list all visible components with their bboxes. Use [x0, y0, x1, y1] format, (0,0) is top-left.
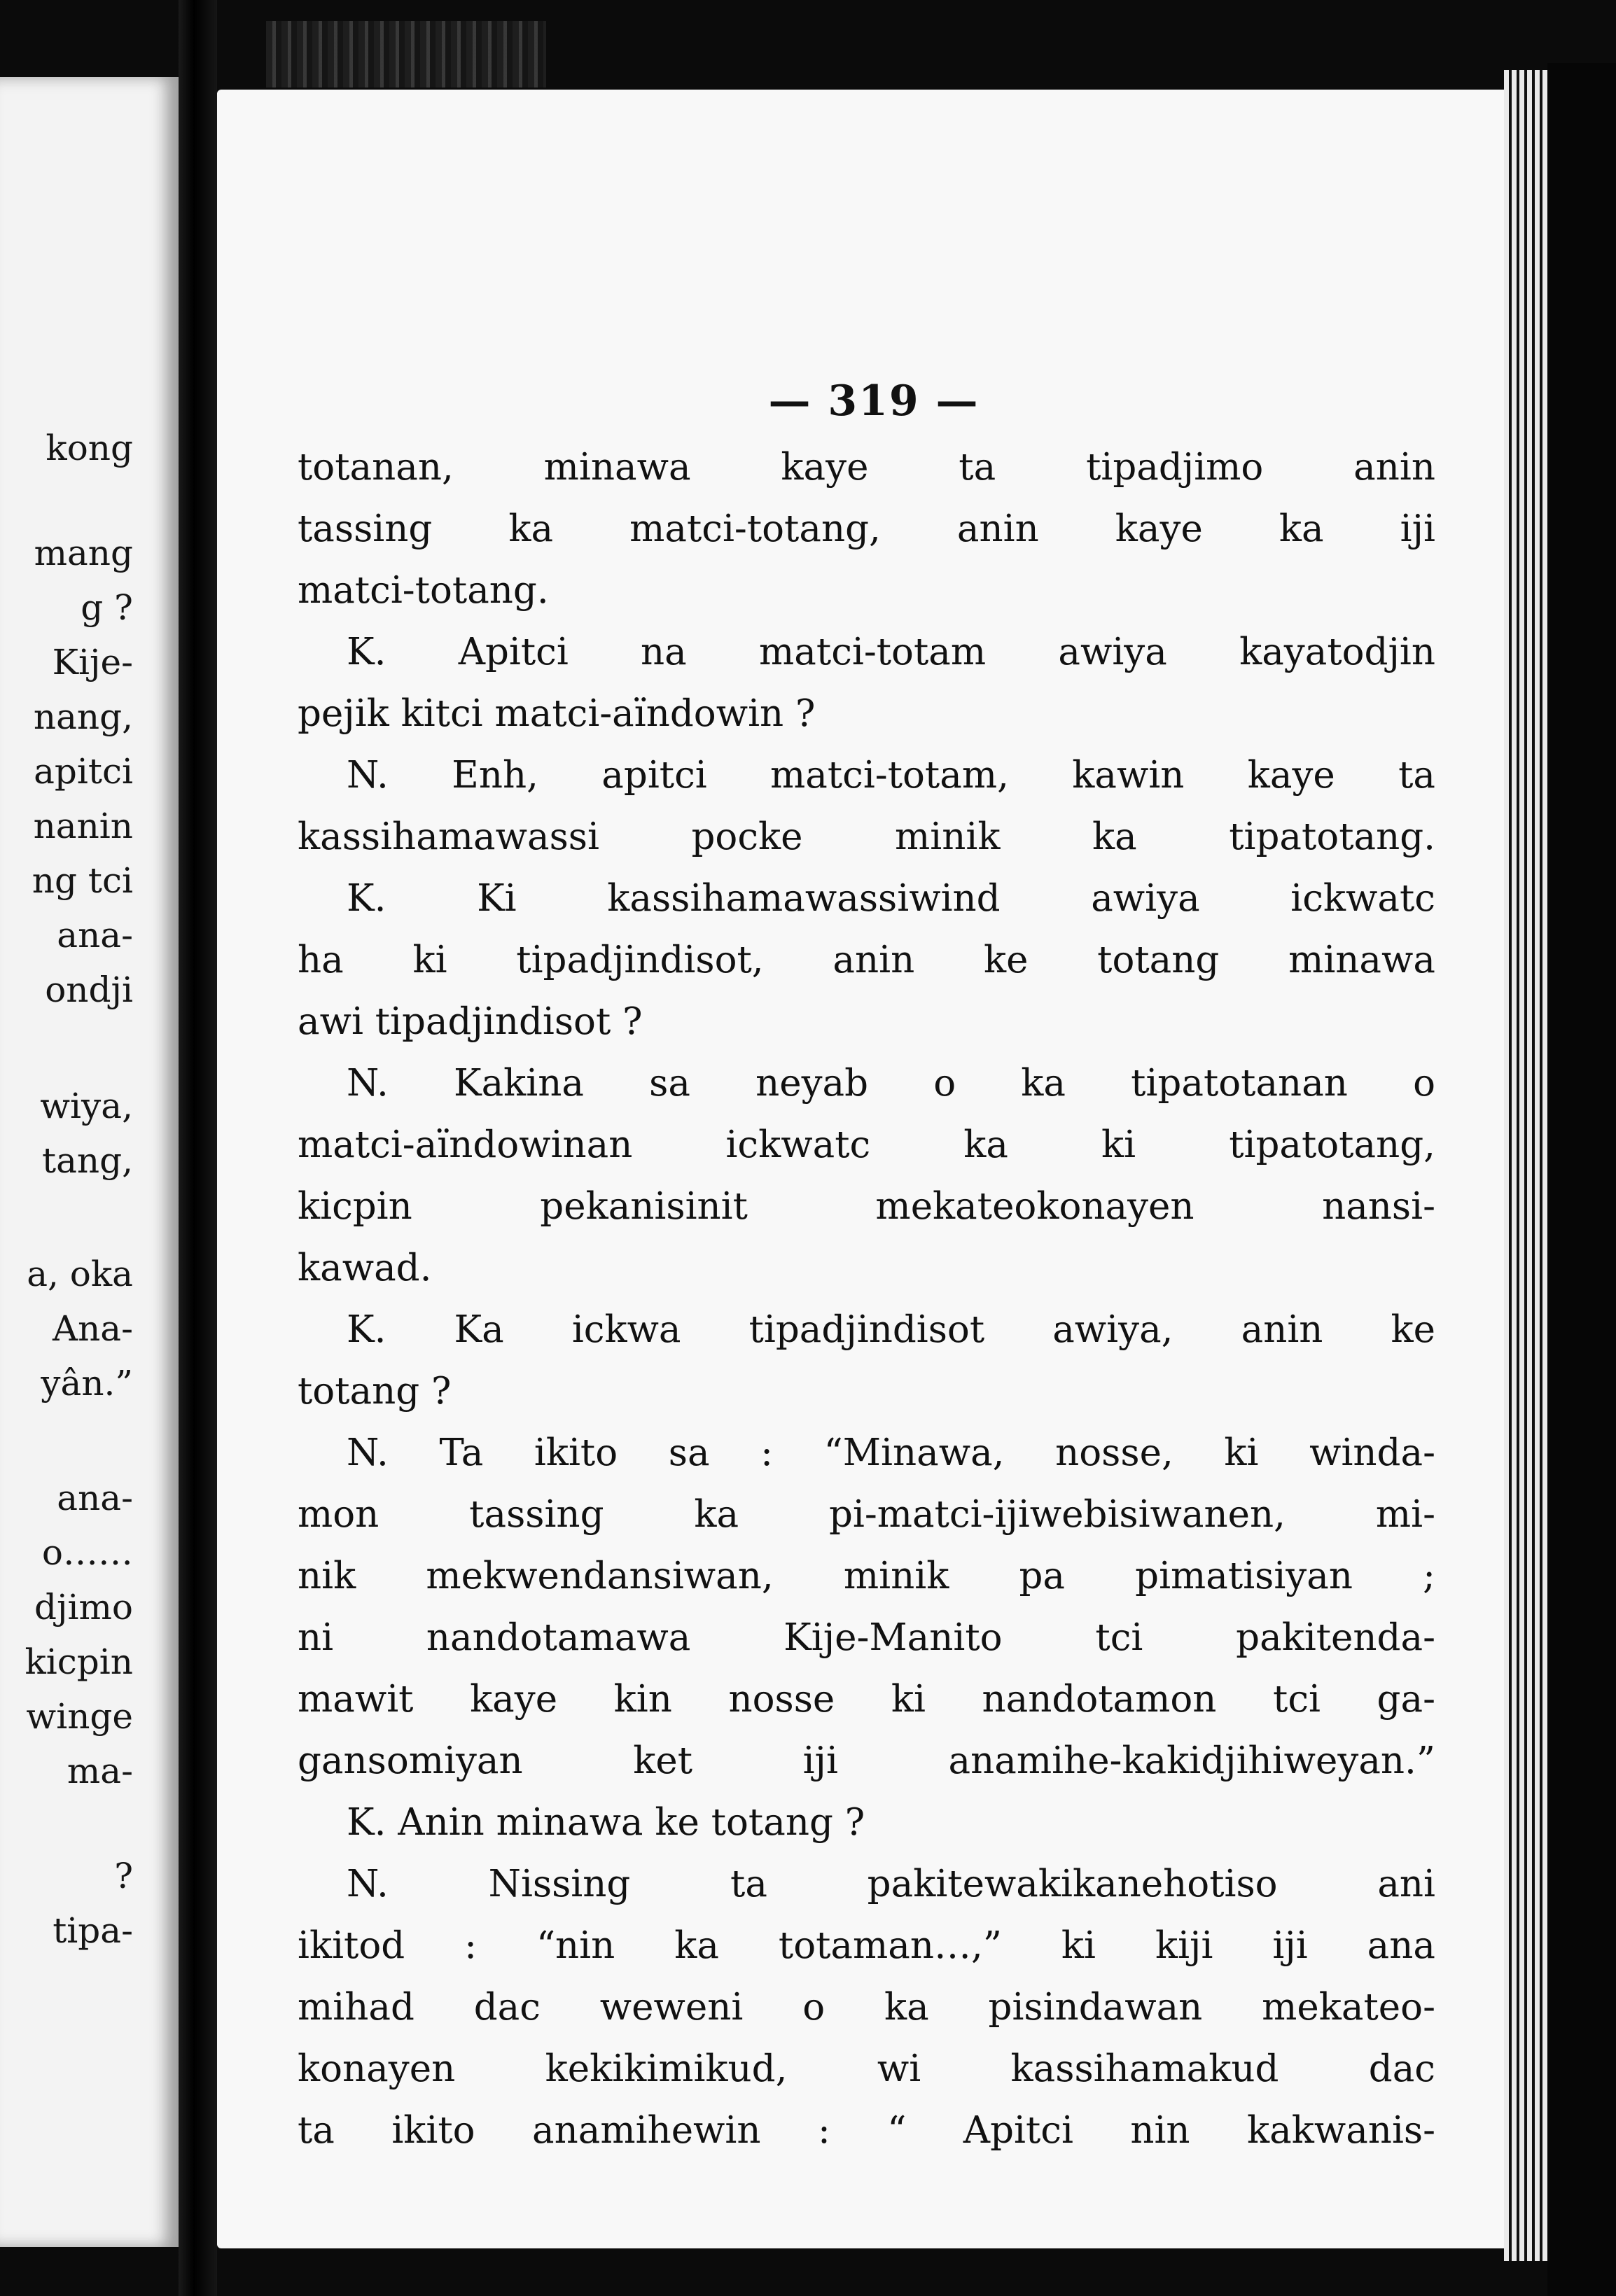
left-fragment: ondji [45, 969, 133, 1010]
left-fragment: ana- [57, 915, 133, 955]
right-page [217, 90, 1510, 2248]
left-fragment: tipa- [53, 1910, 133, 1951]
library-label-strip [266, 21, 546, 88]
text-line: ni nandotamawa Kije-Manito tci pakitenda- [298, 1616, 1435, 1659]
text-line: nik mekwendansiwan, minik pa pimatisiyan ; [298, 1555, 1435, 1597]
left-fragment: Ana- [52, 1308, 133, 1349]
text-line: konayen kekikimikud, wi kassihamakud dac [298, 2047, 1435, 2090]
left-fragment: a, oka [27, 1254, 133, 1294]
left-fragment: kicpin [25, 1642, 133, 1682]
page-body-text [217, 440, 1510, 2232]
left-fragment: g ? [81, 587, 133, 628]
left-fragment: apitci [34, 751, 133, 792]
left-fragment: winge [26, 1696, 133, 1737]
text-line: kassihamawassi pocke minik ka tipatotang. [298, 816, 1435, 858]
left-fragment: mang [34, 533, 133, 573]
left-fragment: tang, [41, 1140, 133, 1181]
text-line: pejik kitci matci-aïndowin ? [298, 692, 816, 735]
text-line: totanan, minawa kaye ta tipadjimo anin [298, 446, 1435, 489]
text-line: ikitod : “nin ka totaman…,” ki kiji iji ana [298, 1924, 1435, 1967]
text-line: mawit kaye kin nosse ki nandotamon tci ga- [298, 1678, 1435, 1721]
text-line: K. Ki kassihamawassiwind awiya ickwatc [347, 877, 1435, 920]
text-line: totang ? [298, 1370, 452, 1413]
page-stack-edges [1504, 70, 1547, 2261]
text-line: awi tipadjindisot ? [298, 1000, 643, 1043]
left-fragment: o…… [41, 1532, 133, 1573]
text-line: mon tassing ka pi-matci-ijiwebisiwanen, mi- [298, 1493, 1435, 1536]
text-line: N. Kakina sa neyab o ka tipatotanan o [347, 1062, 1435, 1105]
text-line: N. Enh, apitci matci-totam, kawin kaye ta [347, 754, 1435, 797]
left-fragment: ma- [67, 1751, 133, 1791]
left-fragment: nanin [33, 806, 133, 846]
text-line: gansomiyan ket iji anamihe-kakidjihiweyan.” [298, 1740, 1435, 1782]
left-fragment: yân.” [41, 1363, 133, 1404]
left-fragment: ana- [57, 1478, 133, 1518]
left-fragment: wiya, [40, 1086, 133, 1126]
scan-border [1547, 63, 1616, 2296]
left-page-fragment [0, 77, 179, 2247]
left-fragment: ? [114, 1856, 133, 1896]
text-line: ha ki tipadjindisot, anin ke totang minawa [298, 939, 1435, 981]
text-line: N. Ta ikito sa : “Minawa, nosse, ki winda- [347, 1432, 1435, 1474]
text-line: ta ikito anamihewin : “ Apitci nin kakwanis- [298, 2109, 1435, 2152]
text-line: K. Apitci na matci-totam awiya kayatodjin [347, 631, 1435, 673]
text-line: tassing ka matci-totang, anin kaye ka iji [298, 507, 1435, 550]
text-line: K. Anin minawa ke totang ? [347, 1801, 865, 1844]
left-fragment: kong [46, 428, 133, 468]
left-fragment: nang, [33, 696, 133, 737]
text-line: matci-totang. [298, 569, 549, 612]
text-line: matci-aïndowinan ickwatc ka ki tipatotang, [298, 1124, 1435, 1166]
text-line: K. Ka ickwa tipadjindisot awiya, anin ke [347, 1308, 1435, 1351]
left-fragment: ng tci [32, 860, 133, 901]
text-line: kicpin pekanisinit mekateokonayen nansi- [298, 1185, 1435, 1228]
left-fragment: Kije- [52, 642, 133, 682]
book-gutter [179, 0, 217, 2296]
text-line: N. Nissing ta pakitewakikanehotiso ani [347, 1863, 1435, 1905]
page-number: — 319 — [768, 377, 980, 426]
left-fragment: djimo [34, 1587, 133, 1628]
text-line: mihad dac weweni o ka pisindawan mekateo- [298, 1986, 1435, 2029]
text-line: kawad. [298, 1247, 432, 1289]
